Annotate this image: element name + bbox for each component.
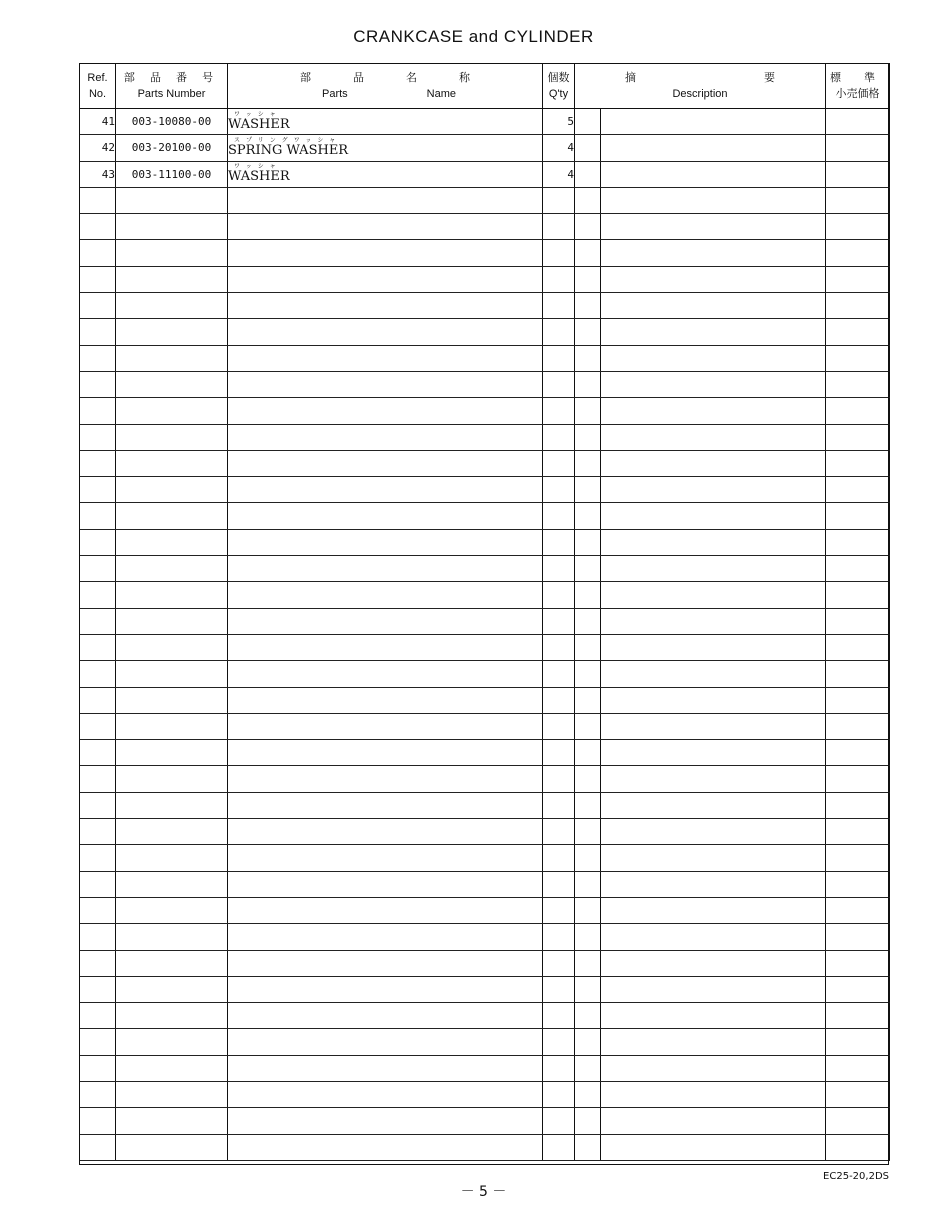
header-part-number: 部 品 番 号 Parts Number bbox=[116, 63, 228, 109]
part-number: 003-20100-00 bbox=[116, 135, 228, 161]
part-name: WASHER bbox=[228, 169, 290, 185]
part-number: 003-10080-00 bbox=[116, 109, 228, 135]
part-name: WASHER bbox=[228, 116, 290, 132]
ref-number: 42 bbox=[80, 135, 116, 161]
part-name: SPRING WASHER bbox=[228, 142, 349, 158]
header-quantity: 個数 Q'ty bbox=[543, 63, 575, 109]
header-retail-price: 標 準 小売価格 bbox=[826, 63, 890, 109]
model-code: EC25-20,2DS bbox=[823, 1171, 889, 1182]
part-name-kana: スプリングワッシャ bbox=[234, 136, 342, 144]
page-title: CRANKCASE and CYLINDER bbox=[353, 27, 594, 46]
quantity: 5 bbox=[543, 109, 575, 135]
quantity: 4 bbox=[543, 135, 575, 161]
header-part-name: 部 品 名 称 Parts Name bbox=[228, 63, 543, 109]
table-border bbox=[79, 63, 889, 1165]
quantity: 4 bbox=[543, 161, 575, 187]
part-name-kana: ワッシャ bbox=[234, 110, 282, 118]
page-number: － 5 － bbox=[460, 1184, 507, 1200]
header-ref: Ref. No. bbox=[80, 63, 116, 109]
part-name-kana: ワッシャ bbox=[234, 163, 282, 171]
part-number: 003-11100-00 bbox=[116, 161, 228, 187]
header-description: 摘 要 Description bbox=[575, 63, 826, 109]
ref-number: 43 bbox=[80, 161, 116, 187]
ref-number: 41 bbox=[80, 109, 116, 135]
